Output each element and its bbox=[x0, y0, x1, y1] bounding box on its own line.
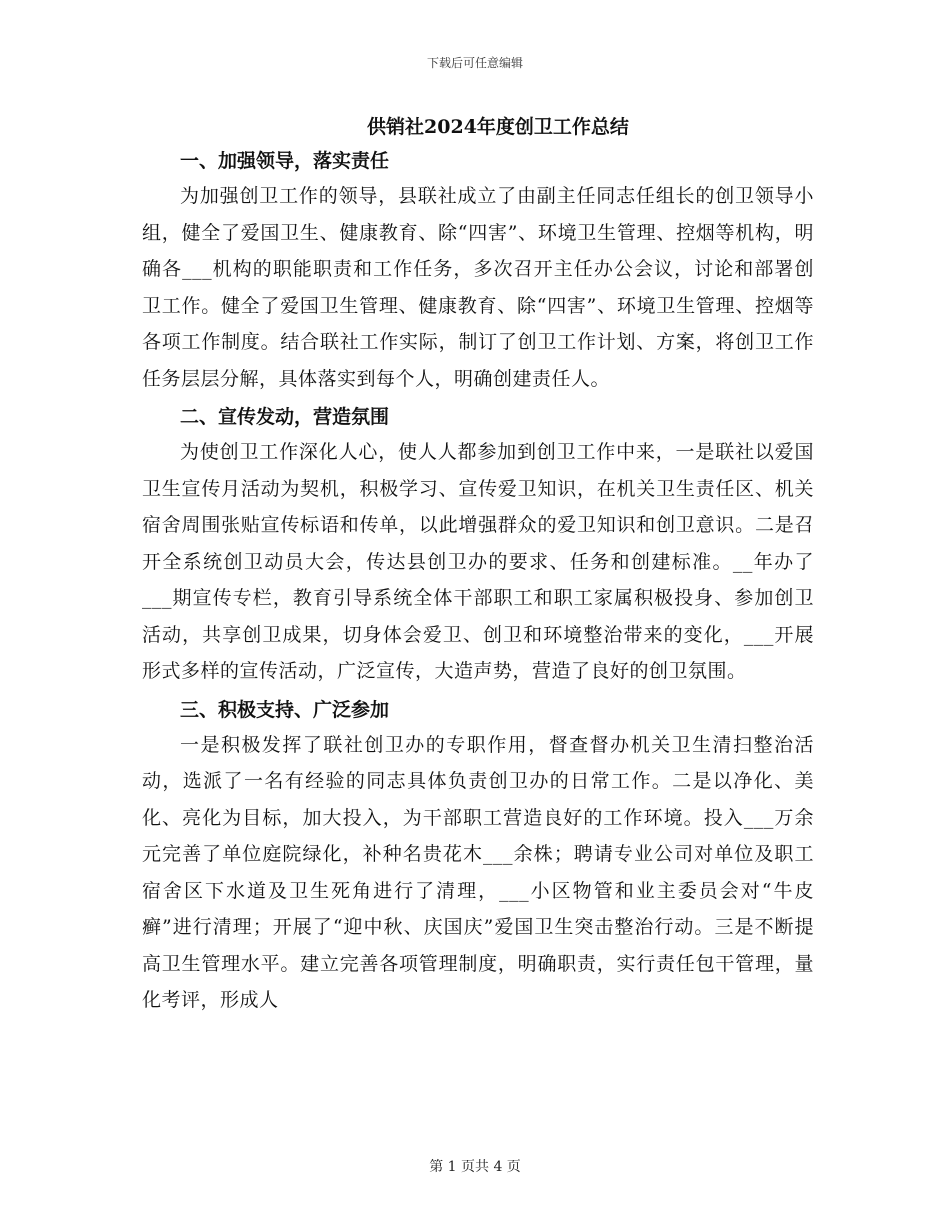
page-header-note: 下载后可任意编辑 bbox=[426, 56, 523, 70]
section-paragraph-3: 一是积极发挥了联社创卫办的专职作用，督查督办机关卫生清扫整治活动，选派了一名有经验的同志具体负责创卫办的日常工作。二是以净化、美化、亮化为目标，加大投入，为干部职工营造良好的工作环境。投入___万余元完善了单位庭院绿化，补种名贵花木___余株；聘请专业公司对单位及职工宿舍区下水道及卫生死角进行了清理，___小区物管和业主委员会对“牛皮癣”进行清理；开展了“迎中秋、庆国庆”爱国卫生突击整治行动。三是不断提高卫生管理水平。建立完善各项管理制度，明确职责，实行责任包干管理，量化考评，形成人 bbox=[142, 733, 814, 1011]
section-heading-3: 三、积极支持、广泛参加 bbox=[180, 698, 390, 721]
section-paragraph-2: 为使创卫工作深化人心，使人人都参加到创卫工作中来，一是联社以爱国卫生宣传月活动为契机，积极学习、宣传爱卫知识，在机关卫生责任区、机关宿舍周围张贴宣传标语和传单，以此增强群众的爱卫知识和创卫意识。二是召开全系统创卫动员大会，传达县创卫办的要求、任务和创建标准。__年办了___期宣传专栏，教育引导系统全体干部职工和职工家属积极投身、参加创卫活动，共享创卫成果，切身体会爱卫、创卫和环境整治带来的变化，___开展形式多样的宣传活动，广泛宣传，大造声势，营造了良好的创卫氛围。 bbox=[142, 441, 814, 682]
document-body bbox=[142, 110, 814, 1019]
section-paragraph-1: 为加强创卫工作的领导，县联社成立了由副主任同志任组长的创卫领导小组，健全了爱国卫生、健康教育、除“四害”、环境卫生管理、控烟等机构，明确各___机构的职能职责和工作任务，多次召开主任办公会议，讨论和部署创卫工作。健全了爱国卫生管理、健康教育、除“四害”、环境卫生管理、控烟等各项工作制度。结合联社工作实际，制订了创卫工作计划、方案，将创卫工作任务层层分解，具体落实到每个人，明确创建责任人。 bbox=[142, 185, 814, 390]
page-number: 第 1 页共 4 页 bbox=[429, 1159, 521, 1175]
section-heading-1: 一、加强领导，落实责任 bbox=[180, 150, 390, 172]
section-heading-2: 二、宣传发动，营造氛围 bbox=[180, 406, 390, 428]
document-title: 供销社2024年度创卫工作总结 bbox=[367, 116, 629, 138]
